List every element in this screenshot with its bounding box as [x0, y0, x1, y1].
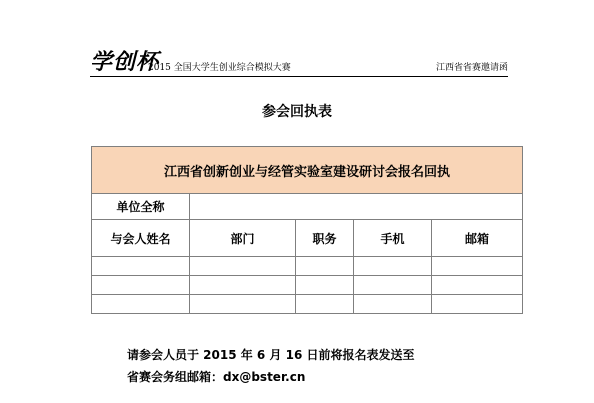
table-cell[interactable]: [354, 276, 432, 295]
invitation-label: 江西省省赛邀请函: [435, 63, 508, 73]
table-cell[interactable]: [190, 257, 296, 276]
column-header-row: [92, 220, 523, 257]
table-cell[interactable]: [432, 295, 523, 314]
table-cell[interactable]: [92, 295, 190, 314]
registration-form-table: [91, 146, 523, 314]
table-cell[interactable]: [92, 257, 190, 276]
table-cell[interactable]: [296, 276, 354, 295]
column-header-name: 与会人姓名: [92, 220, 190, 257]
competition-logo: 学创杯: [90, 49, 160, 75]
table-cell[interactable]: [92, 276, 190, 295]
form-banner-row: [92, 147, 523, 194]
column-header-position: 职务: [296, 220, 354, 257]
table-cell[interactable]: [296, 257, 354, 276]
table-row: [92, 276, 523, 295]
submission-notice: [127, 344, 415, 388]
column-header-phone: 手机: [354, 220, 432, 257]
competition-name: 2015 全国大学生创业综合模拟大赛: [148, 63, 291, 73]
table-row: [92, 257, 523, 276]
column-header-department: 部门: [190, 220, 296, 257]
form-banner: 江西省创新创业与经管实验室建设研讨会报名回执: [92, 147, 523, 194]
page-title: 参会回执表: [262, 104, 332, 120]
column-header-email: 邮箱: [432, 220, 523, 257]
table-cell[interactable]: [354, 295, 432, 314]
table-row: [92, 295, 523, 314]
notice-line-deadline: 请参会人员于 2015 年 6 月 16 日前将报名表发送至: [127, 348, 415, 362]
table-cell[interactable]: [432, 257, 523, 276]
document-header: [90, 50, 508, 78]
table-cell[interactable]: [354, 257, 432, 276]
unit-row: [92, 194, 523, 220]
table-cell[interactable]: [190, 276, 296, 295]
unit-label: 单位全称: [92, 194, 190, 220]
table-cell[interactable]: [432, 276, 523, 295]
notice-line-email: 省赛会务组邮箱：dx@bster.cn: [127, 370, 306, 384]
header-divider: [90, 76, 508, 77]
unit-value-cell[interactable]: [190, 194, 523, 220]
table-cell[interactable]: [190, 295, 296, 314]
table-cell[interactable]: [296, 295, 354, 314]
